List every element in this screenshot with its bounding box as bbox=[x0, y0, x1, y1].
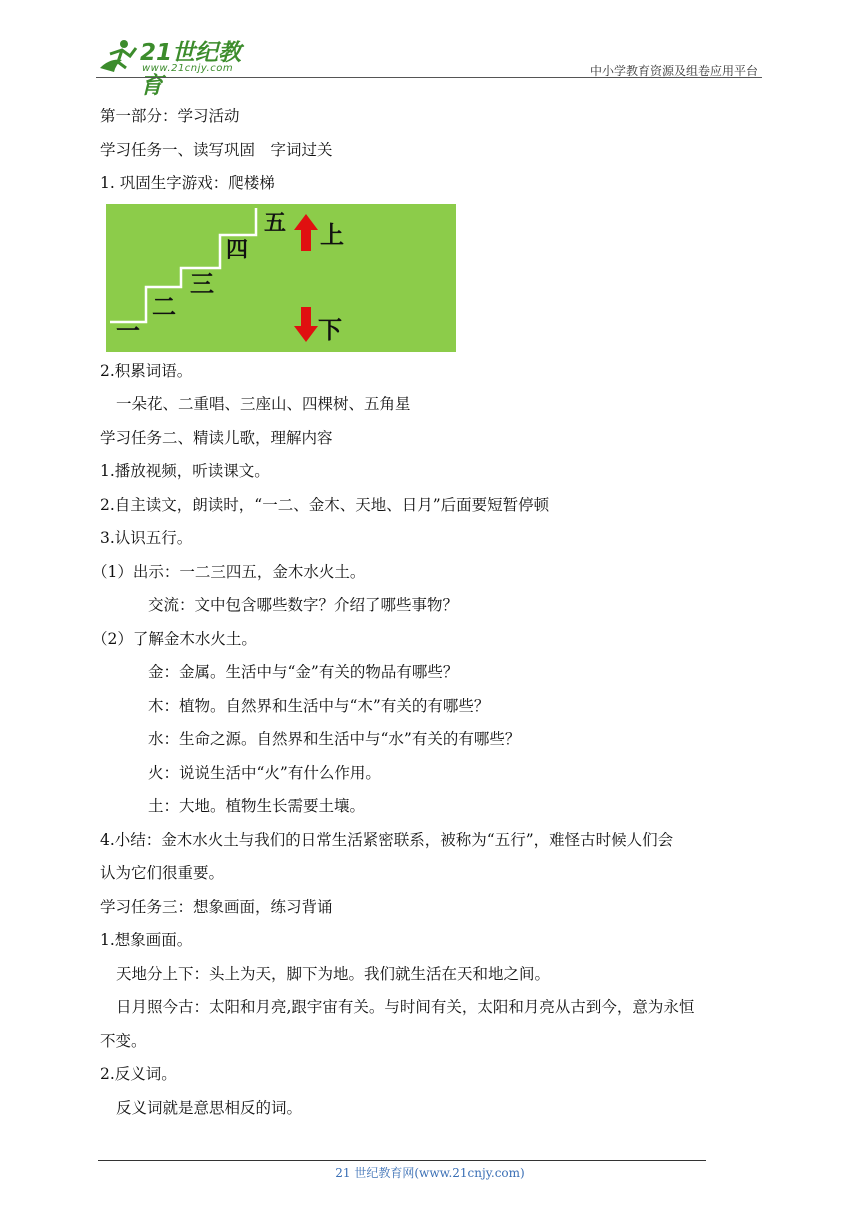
step-one: 一 bbox=[116, 315, 140, 345]
footer-link[interactable]: 21 世纪教育网(www.21cnjy.com) bbox=[335, 1166, 525, 1180]
document-body bbox=[92, 100, 764, 1125]
step-four: 四 bbox=[226, 236, 249, 263]
heaven-earth-text: 天地分上下：头上为天，脚下为地。我们就生活在天和地之间。 bbox=[116, 964, 551, 983]
discussion-question: 交流：文中包含哪些数字？介绍了哪些事物？ bbox=[148, 596, 459, 614]
step-play-video: 1.播放视频，听读课文。 bbox=[100, 462, 270, 480]
site-logo bbox=[96, 34, 261, 99]
task-three-heading: 学习任务三：想象画面，练习背诵 bbox=[100, 897, 333, 916]
up-label: 上 bbox=[320, 219, 344, 249]
summary-line-1: 4.小结：金木水火土与我们的日常生活紧密联系，被称为“五行”，难怪古时候人们会 bbox=[100, 830, 674, 849]
step-two: 二 bbox=[152, 291, 176, 321]
element-water: 水：生命之源。自然界和生活中与“水”有关的有哪些？ bbox=[148, 730, 521, 748]
substep-show: （1）出示：一二三四五，金木水火土。 bbox=[92, 562, 366, 581]
logo-url: www.21cnjy.com bbox=[142, 63, 234, 74]
vocab-list: 一朵花、二重唱、三座山、四棵树、五角星 bbox=[116, 395, 411, 413]
stairs-illustration bbox=[106, 204, 456, 352]
substep-understand: （2）了解金木水火土。 bbox=[92, 629, 257, 648]
step-three: 三 bbox=[190, 268, 214, 298]
element-wood: 木：植物。自然界和生活中与“木”有关的有哪些？ bbox=[148, 696, 490, 715]
step-five-elements: 3.认识五行。 bbox=[100, 529, 193, 547]
section-title: 第一部分：学习活动 bbox=[100, 107, 240, 125]
stairs-game-figure bbox=[106, 204, 456, 352]
sun-moon-text-1: 日月照今古：太阳和月亮,跟宇宙有关。与时间有关，太阳和月亮从古到今，意为永恒 bbox=[116, 998, 695, 1016]
element-fire: 火：说说生活中“火”有什么作用。 bbox=[148, 763, 381, 782]
page-header bbox=[96, 30, 762, 99]
game-heading: 1. 巩固生字游戏：爬楼梯 bbox=[100, 174, 275, 192]
header-divider bbox=[96, 77, 762, 78]
platform-name: 中小学教育资源及组卷应用平台 bbox=[589, 64, 758, 78]
step-five: 五 bbox=[264, 209, 287, 236]
step-antonyms: 2.反义词。 bbox=[100, 1065, 177, 1083]
sun-moon-text-2: 不变。 bbox=[100, 1031, 147, 1050]
step-imagine: 1.想象画面。 bbox=[100, 931, 193, 949]
task-two-heading: 学习任务二、精读儿歌，理解内容 bbox=[100, 428, 333, 447]
down-label: 下 bbox=[318, 314, 342, 344]
element-earth: 土：大地。植物生长需要土壤。 bbox=[148, 797, 366, 815]
runner-logo-icon bbox=[96, 38, 140, 74]
summary-line-2: 认为它们很重要。 bbox=[100, 864, 225, 882]
task-one-heading: 学习任务一、读写巩固 字词过关 bbox=[100, 140, 333, 159]
logo-text: 21世纪教育 bbox=[140, 40, 242, 99]
step-self-read: 2.自主读文，朗读时，“一二、金木、天地、日月”后面要短暂停顿 bbox=[100, 495, 550, 514]
footer-divider bbox=[98, 1160, 706, 1161]
element-metal: 金：金属。生活中与“金”有关的物品有哪些？ bbox=[148, 663, 459, 681]
antonym-definition: 反义词就是意思相反的词。 bbox=[116, 1098, 303, 1117]
vocab-heading: 2.积累词语。 bbox=[100, 361, 193, 380]
